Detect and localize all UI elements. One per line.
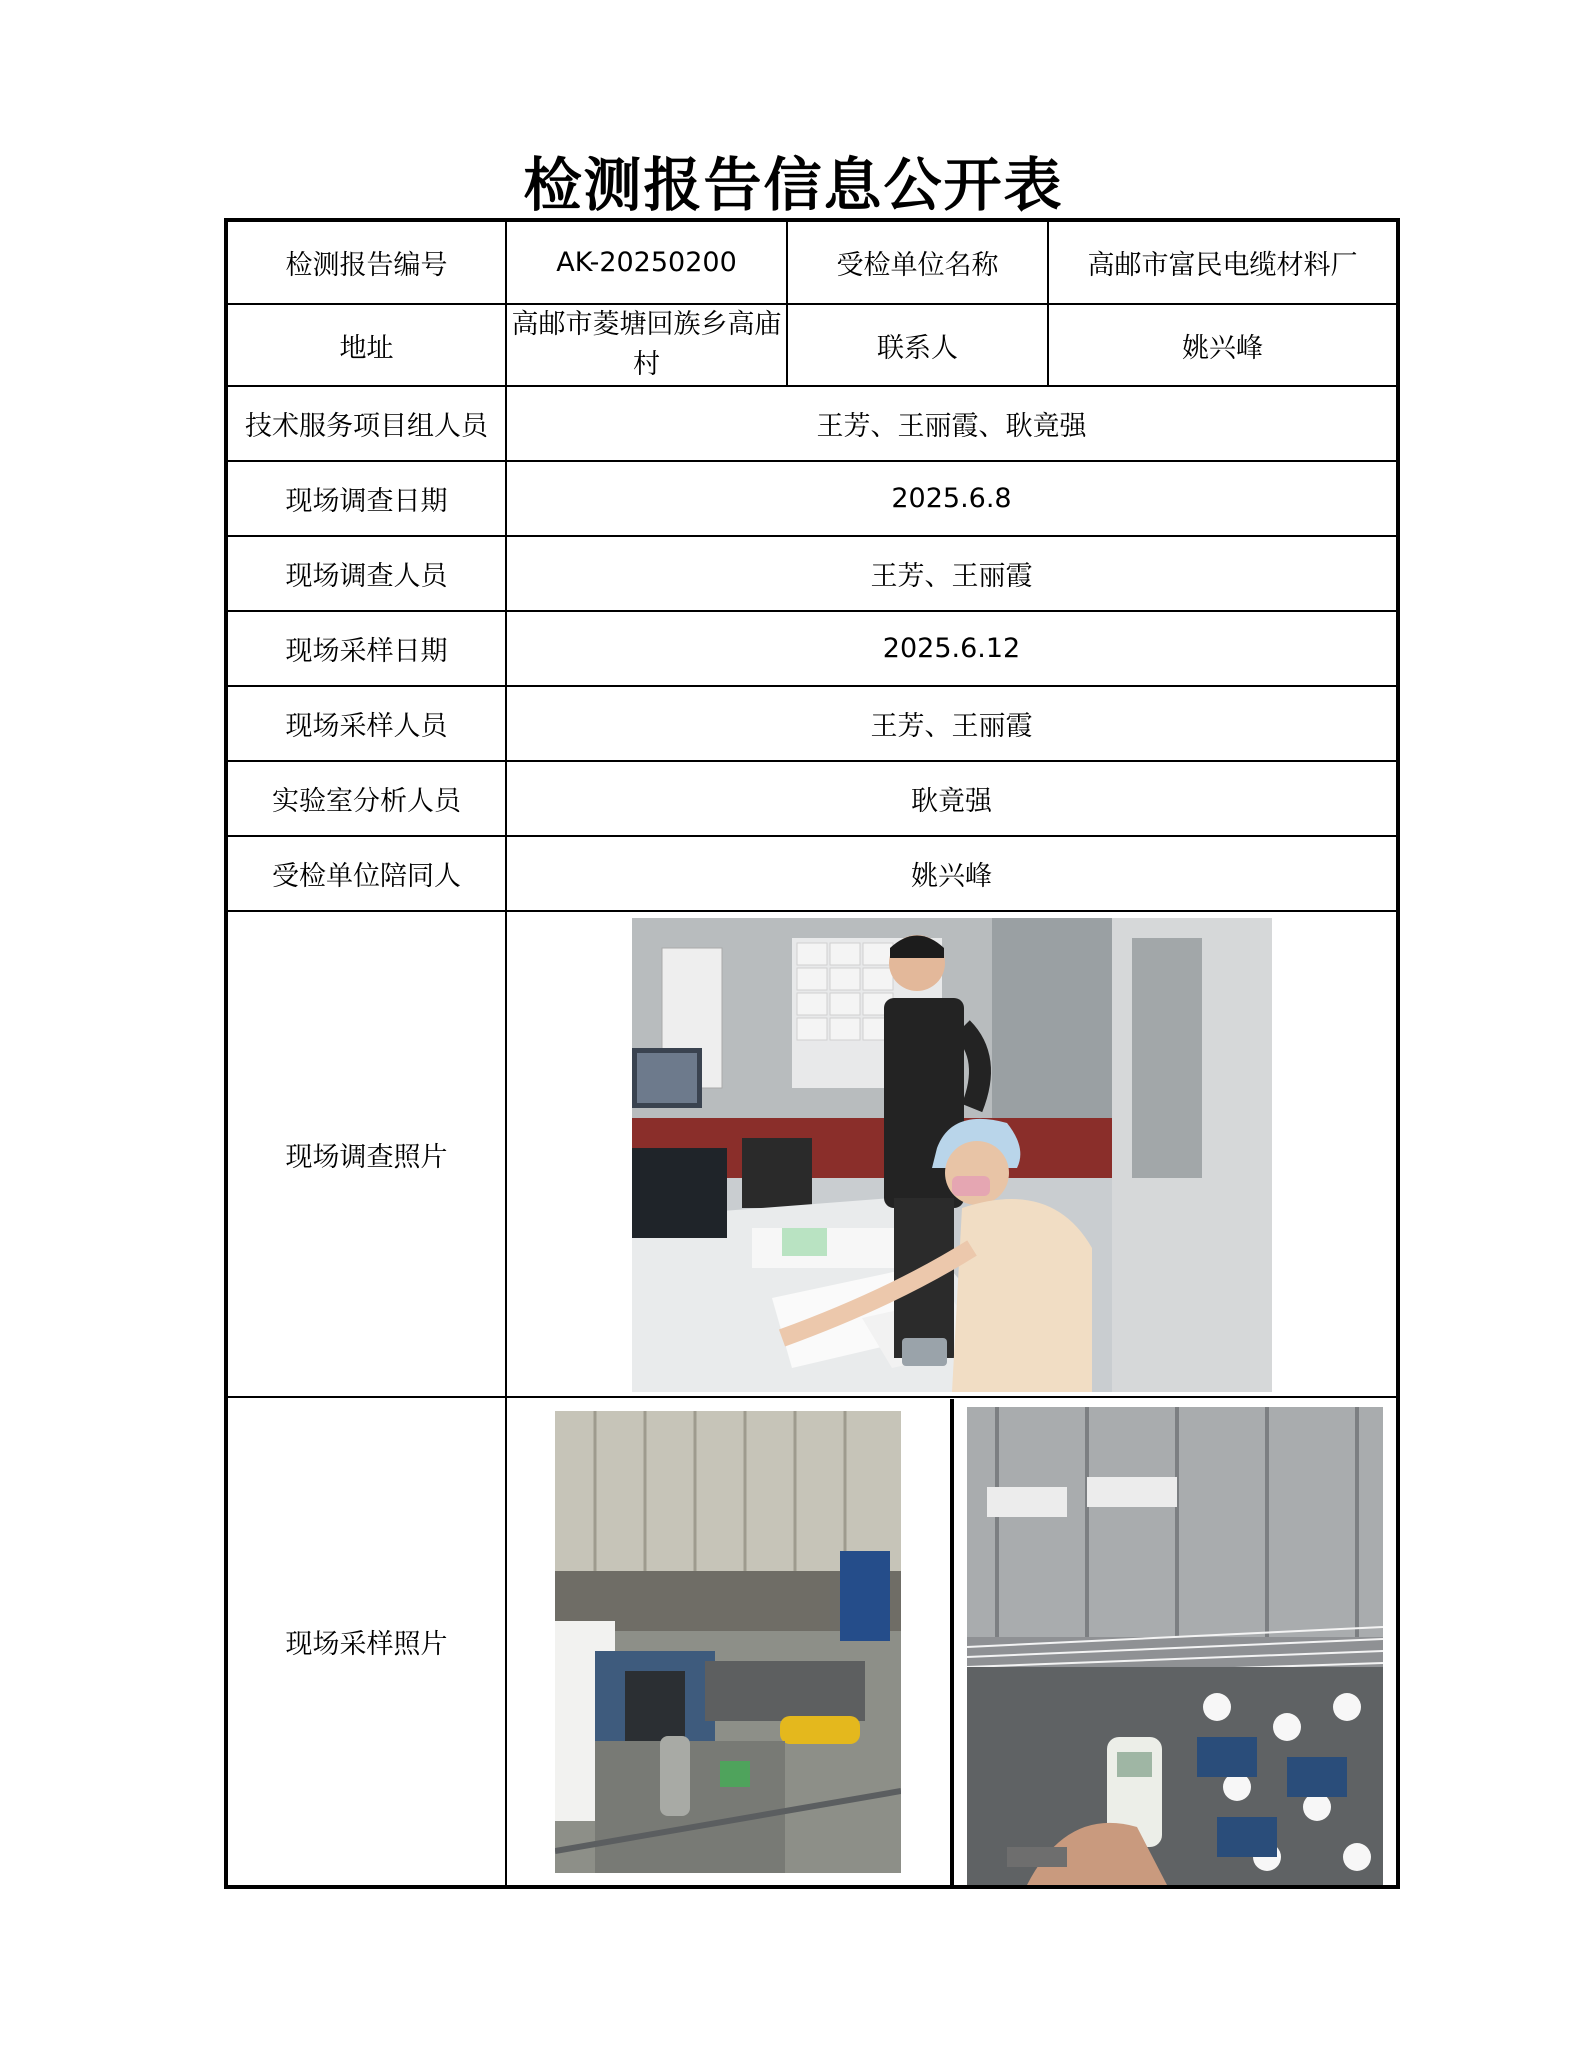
sampling-date-label: 现场采样日期 (226, 611, 506, 686)
sampling-photo-label: 现场采样照片 (226, 1397, 506, 1887)
address-value: 高邮市菱塘回族乡高庙村 (506, 304, 787, 386)
report-table (224, 218, 1400, 1889)
survey-staff-label: 现场调查人员 (226, 536, 506, 611)
table-row (226, 386, 1398, 461)
sampling-photo-2 (967, 1407, 1383, 1885)
survey-photo-cell (506, 911, 1398, 1397)
sampling-staff-label: 现场采样人员 (226, 686, 506, 761)
address-label: 地址 (226, 304, 506, 386)
page-title: 检测报告信息公开表 (523, 151, 1064, 219)
survey-photo (632, 918, 1272, 1392)
table-row (226, 1397, 1398, 1887)
survey-date-value: 2025.6.8 (506, 461, 1398, 536)
sampling-photo-1 (555, 1411, 901, 1873)
table-row (226, 536, 1398, 611)
team-value: 王芳、王丽霞、耿竟强 (506, 386, 1398, 461)
table-row (226, 461, 1398, 536)
unit-name-value: 高邮市富民电缆材料厂 (1048, 220, 1398, 304)
escort-value: 姚兴峰 (506, 836, 1398, 911)
report-no-value: AK-20250200 (506, 220, 787, 304)
sampling-date-value: 2025.6.12 (506, 611, 1398, 686)
table-row (226, 304, 1398, 386)
unit-name-label: 受检单位名称 (787, 220, 1048, 304)
contact-label: 联系人 (787, 304, 1048, 386)
table-row (226, 686, 1398, 761)
lab-staff-label: 实验室分析人员 (226, 761, 506, 836)
survey-date-label: 现场调查日期 (226, 461, 506, 536)
table-row (226, 761, 1398, 836)
table-row (226, 611, 1398, 686)
survey-staff-value: 王芳、王丽霞 (506, 536, 1398, 611)
sampling-photo-cell (506, 1397, 1398, 1887)
table-row (226, 836, 1398, 911)
table-row (226, 911, 1398, 1397)
report-no-label: 检测报告编号 (226, 220, 506, 304)
sampling-staff-value: 王芳、王丽霞 (506, 686, 1398, 761)
table-row (226, 220, 1398, 304)
contact-value: 姚兴峰 (1048, 304, 1398, 386)
escort-label: 受检单位陪同人 (226, 836, 506, 911)
lab-staff-value: 耿竟强 (506, 761, 1398, 836)
team-label: 技术服务项目组人员 (226, 386, 506, 461)
survey-photo-label: 现场调查照片 (226, 911, 506, 1397)
